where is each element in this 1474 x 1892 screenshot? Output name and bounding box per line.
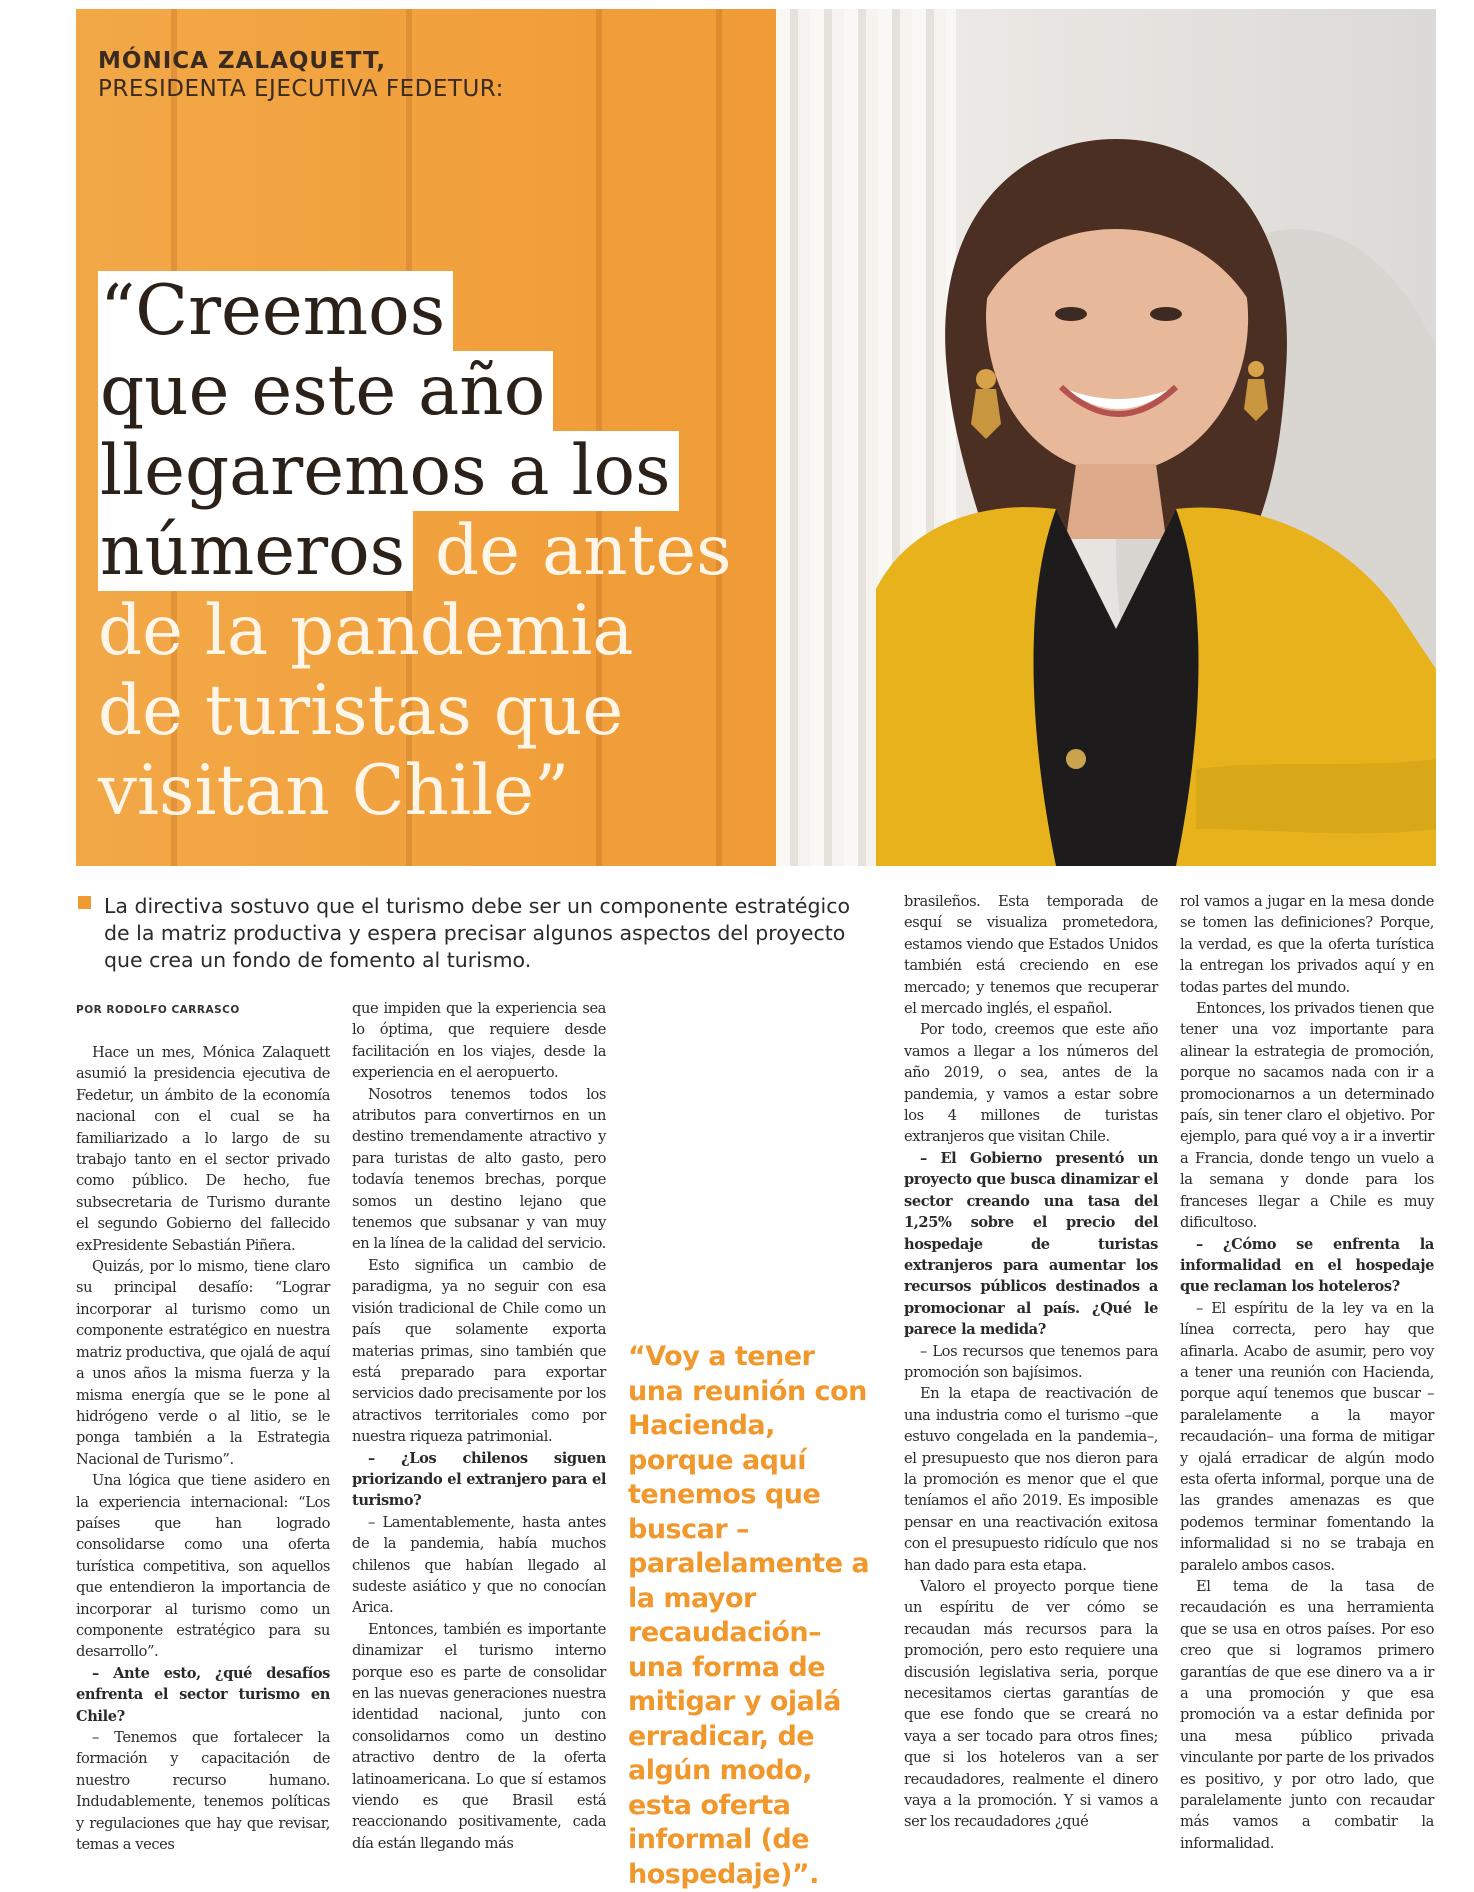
paragraph: rol vamos a jugar en la mesa donde se tomen las definiciones? Porque, la verdad, es que la oferta turística la entregan los privados aquí y en todas partes del mundo.: [1180, 893, 1434, 996]
paragraph: Quizás, por lo mismo, tiene claro su principal desafío: “Lograr incorporar al turismo como un componente estratégico en nuestra matriz productiva, que ojalá de aquí a unos años la misma fuerza y la misma energía que se le pone al hidrógeno verde o al litio, se le ponga también a la Estrategia Nacional de Turismo”.: [76, 1258, 330, 1468]
article-column-2: [352, 998, 606, 1854]
paragraph: – El espíritu de la ley va en la línea correcta, pero hay que afinarla. Acabo de asumir, pero voy a tener una reunión con Hacienda, porque aquí tenemos que buscar –paralelamente a la mayor recaudación– una forma de mitigar y ojalá erradicar de algún modo esta oferta informal, porque una de las grandes amenazas es que podemos terminar fomentando la informalidad si no se trabaja en paralelo ambos casos.: [1180, 1299, 1434, 1574]
paragraph: Esto significa un cambio de paradigma, ya no seguir con esa visión tradicional de Chile como un país que solamente exporta materias primas, sino también que está preparado para exportar servicios dado precisamente por los atractivos territoriales como por nuestra riqueza patrimonial.: [352, 1256, 606, 1446]
interview-question: – ¿Cómo se enfrenta la informalidad en el hospedaje que reclaman los hoteleros?: [1180, 1235, 1434, 1296]
paragraph: Hace un mes, Mónica Zalaquett asumió la presidencia ejecutiva de Fedetur, un ámbito de la economía nacional con el cual se ha familiarizado a lo largo de su trabajo tanto en el sector privado como público. De hecho, fue subsecretaria de Turismo durante el segundo Gobierno del fallecido exPresidente Sebastián Piñera.: [76, 1044, 330, 1254]
lede-text: La directiva sostuvo que el turismo debe ser un componente estratégico de la matriz productiva y espera precisar algunos aspectos del proyecto que crea un fondo de fomento al turismo.: [104, 894, 851, 972]
headline-line: “Creemos: [98, 271, 453, 351]
paragraph: En la etapa de reactivación de una industria como el turismo –que estuvo congelada en la pandemia–, el presupuesto que nos dieron para la promoción es menor que el que teníamos el año 2019. Es imposible pensar en una reactivación exitosa con el presupuesto ridículo que nos han dado para esta etapa.: [904, 1385, 1158, 1574]
interview-question: – ¿Los chilenos siguen priorizando el extranjero para el turismo?: [352, 1449, 606, 1510]
paragraph: Entonces, también es importante dinamizar el turismo interno porque eso es parte de consolidar en las nuevas generaciones nuestra identidad nacional, junto con consolidarnos como un destino atractivo dentro de la oferta latinoamericana. Lo que sí estamos viendo es que Brasil está reaccionando positivamente, cada día están llegando más: [352, 1620, 606, 1852]
interview-question: – El Gobierno presentó un proyecto que busca dinamizar el sector creando una tasa del 1,25% sobre el precio del hospedaje de turistas extranjeros para aumentar los recursos públicos destinados a promocionar al país. ¿Qué le parece la medida?: [904, 1149, 1158, 1339]
paragraph: que impiden que la experiencia sea lo óptima, que requiere desde facilitación en los viajes, desde la experiencia en el aeropuerto.: [352, 1000, 606, 1082]
interviewee-role: PRESIDENTA EJECUTIVA FEDETUR:: [98, 76, 504, 102]
paragraph: El tema de la tasa de recaudación es una herramienta que se usa en otros países. Por eso creo que si logramos primero garantías de que ese dinero va a ir a una promoción y que esa promoción va a estar definida por una mesa público privada vinculante por parte de los privados es positivo, y por otro lado, que paralelamente junto con recaudar más vamos a combatir la informalidad.: [1180, 1578, 1434, 1852]
paragraph: – Tenemos que fortalecer la formación y capacitación de nuestro recurso humano. Indudablemente, tenemos políticas y regulaciones que hay que revisar, temas a veces: [76, 1729, 330, 1854]
headline-line: de turistas que: [98, 671, 624, 751]
paragraph: brasileños. Esta temporada de esquí se visualiza prometedora, estamos viendo que Estados Unidos también está creciendo en ese mercado; y tenemos que recuperar el mercado inglés, el español.: [904, 893, 1158, 1018]
lede-section: [78, 893, 878, 974]
paragraph: Entonces, los privados tienen que tener una voz importante para alinear la estrategia de promoción, porque no sacamos nada con ir a promocionarnos a un determinado país, sin tener claro el objetivo. Por ejemplo, para qué voy a ir a invertir a Francia, donde tengo un vuelo a la semana y donde para los franceses llegar a Chile es muy dificultoso.: [1180, 1000, 1434, 1232]
headline: [98, 271, 818, 831]
paragraph: Valoro el proyecto porque tiene un espíritu de ver cómo se recaudan más recursos para la promoción, pero esto requiere una discusión legislativa seria, porque necesitamos ciertas garantías de que ese fondo que se creará no vaya a ser tocado para otros fines; que si los hoteleros van a ser recaudadores, realmente el dinero vaya a la promoción. Y si vamos a ser los recaudadores ¿qué: [904, 1578, 1158, 1831]
article-column-3: [904, 891, 1158, 1833]
headline-line: que este año: [98, 351, 553, 431]
article-column-1: [76, 1042, 330, 1855]
paragraph: Por todo, creemos que este año vamos a llegar a los números del año 2019, o sea, antes de la pandemia, y vamos a estar sobre los 4 millones de turistas extranjeros que visitan Chile.: [904, 1021, 1158, 1146]
lede-bullet-icon: [78, 896, 91, 909]
pull-quote: “Voy a tener una reunión con Hacienda, porque aquí tenemos que buscar –paralelamente a la mayor recaudación– una forma de mitigar y ojalá erradicar, de algún modo, esta oferta informal (de hospedaje)”.: [628, 1341, 870, 1890]
headline-line: de la pandemia: [98, 591, 634, 671]
interviewee-name: MÓNICA ZALAQUETT,: [98, 48, 387, 74]
headline-line: llegaremos a los: [98, 431, 679, 511]
interviewee-kicker: [98, 47, 504, 103]
paragraph: Nosotros tenemos todos los atributos para convertirnos en un destino tremendamente atractivo y para turistas de alto gasto, pero todavía tenemos brechas, porque somos un destino lejano que tenemos que subsanar y van muy en la línea de la calidad del servicio.: [352, 1085, 606, 1253]
headline-line: de antes: [413, 511, 732, 591]
paragraph: – Los recursos que tenemos para promoción son bajísimos.: [904, 1342, 1158, 1381]
hero-banner: [76, 9, 1436, 866]
headline-line: visitan Chile”: [98, 751, 570, 831]
paragraph: Una lógica que tiene asidero en la experiencia internacional: “Los países que han logrado consolidarse como una oferta turística competitiva, son aquellos que entendieron la importancia de incorporar al turismo como un componente estratégico para su desarrollo”.: [76, 1472, 330, 1661]
portrait-photo: [876, 69, 1436, 866]
interview-question: – Ante esto, ¿qué desafíos enfrenta el sector turismo en Chile?: [76, 1664, 330, 1725]
headline-line: números: [98, 511, 413, 591]
byline: POR RODOLFO CARRASCO: [76, 1004, 240, 1016]
paragraph: – Lamentablemente, hasta antes de la pandemia, había muchos chilenos que habían llegado al sudeste asiático y que no conocían Arica.: [352, 1513, 606, 1617]
article-column-4: [1180, 891, 1434, 1854]
